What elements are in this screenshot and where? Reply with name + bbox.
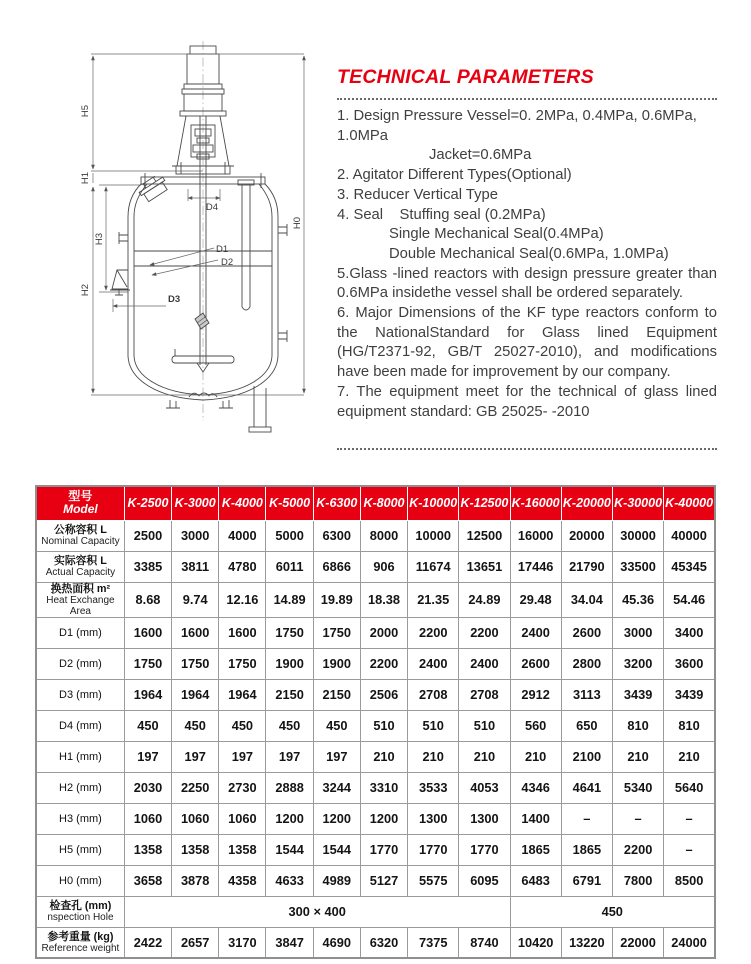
table-row xyxy=(36,710,715,741)
dim-label-d4: D4 xyxy=(205,202,219,213)
table-cell: 3533 xyxy=(408,772,459,803)
table-cell: 2150 xyxy=(266,679,313,710)
table-cell: 2600 xyxy=(510,648,561,679)
table-cell: 6011 xyxy=(266,551,313,582)
table-cell: 20000 xyxy=(561,520,612,551)
table-body xyxy=(36,520,715,958)
table-cell: 1300 xyxy=(408,803,459,834)
table-cell: 1358 xyxy=(219,834,266,865)
table-cell: 3658 xyxy=(124,865,171,896)
reactor-drawing-svg xyxy=(28,4,336,462)
table-cell-span: 450 xyxy=(510,896,715,927)
table-cell: 3600 xyxy=(664,648,715,679)
table-cell: 3000 xyxy=(172,520,219,551)
table-cell: 210 xyxy=(510,741,561,772)
table-row xyxy=(36,834,715,865)
table-cell: 12.16 xyxy=(219,582,266,617)
col-header-k-4000: K-4000 xyxy=(219,486,266,520)
dim-label-d2: D2 xyxy=(221,257,234,268)
table-cell: 9.74 xyxy=(172,582,219,617)
table-cell: 2708 xyxy=(408,679,459,710)
model-header-zh: 型号 xyxy=(68,489,93,504)
table-cell: – xyxy=(664,834,715,865)
row-label xyxy=(36,772,124,803)
table-cell: 4690 xyxy=(313,927,360,958)
table-cell: 2400 xyxy=(510,617,561,648)
table-cell: 3439 xyxy=(612,679,663,710)
table-cell: 4053 xyxy=(459,772,510,803)
table-cell: 22000 xyxy=(612,927,663,958)
table-cell: 4989 xyxy=(313,865,360,896)
table-cell: 45345 xyxy=(664,551,715,582)
table-row xyxy=(36,865,715,896)
table-cell: 8000 xyxy=(360,520,407,551)
table-row xyxy=(36,648,715,679)
table-cell: 810 xyxy=(664,710,715,741)
table-row xyxy=(36,803,715,834)
table-cell: 560 xyxy=(510,710,561,741)
table-cell: 4000 xyxy=(219,520,266,551)
dotted-divider-bottom xyxy=(337,448,717,450)
table-cell: 3811 xyxy=(172,551,219,582)
table-cell: 810 xyxy=(612,710,663,741)
table-cell: 2200 xyxy=(360,648,407,679)
parameter-line-8: 5.Glass -lined reactors with design pressure greater than 0.6MPa insidethe vessel shall be ordered separately. xyxy=(337,265,717,302)
table-cell: 2500 xyxy=(124,520,171,551)
row-label-zh: 参考重量 (kg) xyxy=(47,931,114,944)
table-row xyxy=(36,551,715,582)
table-row xyxy=(36,679,715,710)
table-cell: 2400 xyxy=(459,648,510,679)
table-cell: 1544 xyxy=(313,834,360,865)
col-header-k-12500: K-12500 xyxy=(459,486,510,520)
table-cell: 2000 xyxy=(360,617,407,648)
table-cell: 3170 xyxy=(219,927,266,958)
table-cell: 1060 xyxy=(124,803,171,834)
table-cell: 197 xyxy=(172,741,219,772)
dim-label-h3: H3 xyxy=(94,232,105,246)
dim-label-d3: D3 xyxy=(168,294,181,305)
table-cell: – xyxy=(664,803,715,834)
table-cell: 510 xyxy=(360,710,407,741)
table-cell: 3385 xyxy=(124,551,171,582)
table-cell: 5127 xyxy=(360,865,407,896)
col-header-k-30000: K-30000 xyxy=(612,486,663,520)
dim-label-h5: H5 xyxy=(80,104,91,118)
table-cell: 1400 xyxy=(510,803,561,834)
col-header-k-8000: K-8000 xyxy=(360,486,407,520)
table-cell: 5575 xyxy=(408,865,459,896)
table-cell: 5640 xyxy=(664,772,715,803)
table-cell: 14.89 xyxy=(266,582,313,617)
table-cell: 2200 xyxy=(612,834,663,865)
parameter-line-5: 4. Seal Stuffing seal (0.2MPa) xyxy=(337,206,546,223)
table-cell: 30000 xyxy=(612,520,663,551)
row-label-zh: 换热面积 m² xyxy=(50,582,111,595)
table-cell: 1865 xyxy=(510,834,561,865)
table-cell: 3878 xyxy=(172,865,219,896)
table-cell: 3000 xyxy=(612,617,663,648)
table-cell: 510 xyxy=(459,710,510,741)
specification-table xyxy=(35,485,716,959)
row-label xyxy=(36,710,124,741)
table-cell: 1750 xyxy=(266,617,313,648)
header-row xyxy=(36,486,715,520)
col-header-k-16000: K-16000 xyxy=(510,486,561,520)
table-cell: 2600 xyxy=(561,617,612,648)
table-cell: 7800 xyxy=(612,865,663,896)
table-cell: 2150 xyxy=(313,679,360,710)
table-cell: 6320 xyxy=(360,927,407,958)
row-label-text: H3 (mm) xyxy=(59,812,102,825)
table-cell: 1770 xyxy=(360,834,407,865)
table-cell: 2708 xyxy=(459,679,510,710)
row-label xyxy=(36,679,124,710)
table-cell: 210 xyxy=(459,741,510,772)
table-header xyxy=(36,486,715,520)
dim-label-h1: H1 xyxy=(80,171,91,185)
table-cell: 2100 xyxy=(561,741,612,772)
table-cell: 2250 xyxy=(172,772,219,803)
col-header-k-3000: K-3000 xyxy=(172,486,219,520)
table-cell: 45.36 xyxy=(612,582,663,617)
table-row xyxy=(36,896,715,927)
parameter-line-4: 3. Reducer Vertical Type xyxy=(337,186,498,203)
table-cell: 210 xyxy=(664,741,715,772)
row-label-en: Nominal Capacity xyxy=(41,535,120,547)
row-label-en: Heat Exchange Area xyxy=(46,594,115,617)
table-cell: 1300 xyxy=(459,803,510,834)
table-cell: 4641 xyxy=(561,772,612,803)
table-cell: 1865 xyxy=(561,834,612,865)
parameter-line-3: 2. Agitator Different Types(Optional) xyxy=(337,167,572,184)
table-cell: 17446 xyxy=(510,551,561,582)
row-label-text: H1 (mm) xyxy=(59,750,102,763)
table-cell: 6483 xyxy=(510,865,561,896)
table-cell: 8500 xyxy=(664,865,715,896)
parameter-line-10: 7. The equipment meet for the technical of glass lined equipment standard: GB 25025- -2010 xyxy=(337,383,717,420)
table-cell: 11674 xyxy=(408,551,459,582)
col-header-k-2500: K-2500 xyxy=(124,486,171,520)
dotted-divider-top xyxy=(337,98,717,100)
col-header-k-6300: K-6300 xyxy=(313,486,360,520)
table-cell: 197 xyxy=(219,741,266,772)
table-cell: 1770 xyxy=(459,834,510,865)
table-cell: 1060 xyxy=(219,803,266,834)
table-row xyxy=(36,617,715,648)
table-cell: 450 xyxy=(219,710,266,741)
row-label xyxy=(36,520,124,551)
parameter-line-1: 1. Design Pressure Vessel=0. 2MPa, 0.4MPa, 0.6MPa, 1.0MPa xyxy=(337,108,701,144)
model-column-header xyxy=(36,486,124,520)
table-cell: 1900 xyxy=(266,648,313,679)
reactor-drawing xyxy=(28,4,336,462)
table-cell: 197 xyxy=(124,741,171,772)
table-cell: 906 xyxy=(360,551,407,582)
table-cell: 6300 xyxy=(313,520,360,551)
table-cell: 1750 xyxy=(172,648,219,679)
table-cell: 4346 xyxy=(510,772,561,803)
table-cell: 13651 xyxy=(459,551,510,582)
col-header-k-40000: K-40000 xyxy=(664,486,715,520)
table-cell: 1750 xyxy=(124,648,171,679)
table-cell: 1200 xyxy=(360,803,407,834)
table-cell: 6866 xyxy=(313,551,360,582)
table-cell: 3439 xyxy=(664,679,715,710)
row-label-zh: 实际容积 L xyxy=(54,554,107,567)
table-cell: 1750 xyxy=(219,648,266,679)
parameter-line-9: 6. Major Dimensions of the KF type reactors conform to the NationalStandard for Glass lined Equipment (HG/T2371-92, GB/T 25027-2010), and modifications have been made for improvement by our company. xyxy=(337,305,717,381)
table-row xyxy=(36,927,715,958)
row-label-en: Reference weight xyxy=(41,943,120,955)
table-cell: 3310 xyxy=(360,772,407,803)
table-cell: 8.68 xyxy=(124,582,171,617)
table-cell-span: 300 × 400 xyxy=(124,896,510,927)
row-label-text: H2 (mm) xyxy=(59,781,102,794)
vessel-outline xyxy=(110,46,287,432)
table-cell: 2730 xyxy=(219,772,266,803)
table-cell: 19.89 xyxy=(313,582,360,617)
row-label-text: D2 (mm) xyxy=(59,657,102,670)
table-cell: 3244 xyxy=(313,772,360,803)
dim-label-h2: H2 xyxy=(80,283,91,297)
table-cell: 21.35 xyxy=(408,582,459,617)
table-cell: 4358 xyxy=(219,865,266,896)
table-cell: 450 xyxy=(266,710,313,741)
table-cell: 1750 xyxy=(313,617,360,648)
col-header-k-5000: K-5000 xyxy=(266,486,313,520)
table-cell: 3113 xyxy=(561,679,612,710)
table-cell: 2030 xyxy=(124,772,171,803)
technical-parameters-section xyxy=(337,66,717,450)
table-cell: 210 xyxy=(360,741,407,772)
table-cell: 2200 xyxy=(408,617,459,648)
table-cell: 2506 xyxy=(360,679,407,710)
parameter-line-6: Single Mechanical Seal(0.4MPa) xyxy=(389,226,604,243)
table-cell: 1600 xyxy=(219,617,266,648)
table-cell: 3400 xyxy=(664,617,715,648)
dimension-labels xyxy=(80,105,303,305)
table-cell: 12500 xyxy=(459,520,510,551)
table-cell: 510 xyxy=(408,710,459,741)
table-cell: 1200 xyxy=(266,803,313,834)
row-label xyxy=(36,648,124,679)
table-cell: 197 xyxy=(266,741,313,772)
parameter-line-7: Double Mechanical Seal(0.6MPa, 1.0MPa) xyxy=(389,245,669,262)
table-cell: 8740 xyxy=(459,927,510,958)
table-cell: 33500 xyxy=(612,551,663,582)
dim-label-h0: H0 xyxy=(292,216,303,230)
table-cell: 5340 xyxy=(612,772,663,803)
table-cell: 6791 xyxy=(561,865,612,896)
table-cell: 21790 xyxy=(561,551,612,582)
table-cell: 450 xyxy=(313,710,360,741)
table-cell: 40000 xyxy=(664,520,715,551)
table-row xyxy=(36,520,715,551)
table-cell: 2800 xyxy=(561,648,612,679)
dim-label-d1: D1 xyxy=(216,244,229,255)
section-title: TECHNICAL PARAMETERS xyxy=(337,66,594,88)
table-row xyxy=(36,772,715,803)
table-cell: 3200 xyxy=(612,648,663,679)
row-label xyxy=(36,617,124,648)
table-cell: 210 xyxy=(408,741,459,772)
table-cell: 1358 xyxy=(172,834,219,865)
row-label xyxy=(36,551,124,582)
row-label-zh: 检查孔 (mm) xyxy=(49,900,112,913)
parameter-list xyxy=(337,107,717,422)
table-cell: 650 xyxy=(561,710,612,741)
table-cell: 1900 xyxy=(313,648,360,679)
table-cell: 29.48 xyxy=(510,582,561,617)
table-cell: 1964 xyxy=(172,679,219,710)
table-cell: 24000 xyxy=(664,927,715,958)
col-header-k-20000: K-20000 xyxy=(561,486,612,520)
table-cell: 3847 xyxy=(266,927,313,958)
table-cell: 13220 xyxy=(561,927,612,958)
row-label-en: Actual Capacity xyxy=(45,566,116,578)
table-cell: 6095 xyxy=(459,865,510,896)
row-label-en: nspection Hole xyxy=(47,912,114,924)
table-cell: 450 xyxy=(172,710,219,741)
row-label-text: H5 (mm) xyxy=(59,843,102,856)
row-label-zh: 公称容积 L xyxy=(54,523,107,536)
table-cell: 16000 xyxy=(510,520,561,551)
table-row xyxy=(36,741,715,772)
row-label-text: D1 (mm) xyxy=(59,626,102,639)
table-cell: 24.89 xyxy=(459,582,510,617)
col-header-k-10000: K-10000 xyxy=(408,486,459,520)
table-row xyxy=(36,582,715,617)
row-label xyxy=(36,927,124,958)
table-cell: 10420 xyxy=(510,927,561,958)
parameter-line-2: Jacket=0.6MPa xyxy=(429,147,532,164)
table-cell: 2422 xyxy=(124,927,171,958)
table-cell: 1544 xyxy=(266,834,313,865)
table-cell: 2400 xyxy=(408,648,459,679)
row-label xyxy=(36,834,124,865)
table-cell: 10000 xyxy=(408,520,459,551)
table-cell: 4633 xyxy=(266,865,313,896)
table-cell: 2888 xyxy=(266,772,313,803)
table-cell: 1060 xyxy=(172,803,219,834)
table-cell: – xyxy=(612,803,663,834)
row-label xyxy=(36,865,124,896)
table-cell: 1600 xyxy=(172,617,219,648)
model-header-en: Model xyxy=(63,502,98,517)
row-label xyxy=(36,582,124,617)
table-cell: 1200 xyxy=(313,803,360,834)
table-cell: 1600 xyxy=(124,617,171,648)
table-cell: 1964 xyxy=(124,679,171,710)
table-cell: 5000 xyxy=(266,520,313,551)
table-cell: 1770 xyxy=(408,834,459,865)
table-cell: 1358 xyxy=(124,834,171,865)
table-cell: 54.46 xyxy=(664,582,715,617)
table-cell: 2200 xyxy=(459,617,510,648)
table-cell: 1964 xyxy=(219,679,266,710)
table-cell: 2912 xyxy=(510,679,561,710)
table-cell: 197 xyxy=(313,741,360,772)
table-cell: 210 xyxy=(612,741,663,772)
row-label xyxy=(36,803,124,834)
row-label xyxy=(36,896,124,927)
row-label xyxy=(36,741,124,772)
row-label-text: D4 (mm) xyxy=(59,719,102,732)
row-label-text: D3 (mm) xyxy=(59,688,102,701)
table-cell: 18.38 xyxy=(360,582,407,617)
table-cell: – xyxy=(561,803,612,834)
row-label-text: H0 (mm) xyxy=(59,874,102,887)
table-cell: 2657 xyxy=(172,927,219,958)
table-cell: 7375 xyxy=(408,927,459,958)
table-cell: 34.04 xyxy=(561,582,612,617)
table-cell: 450 xyxy=(124,710,171,741)
table-cell: 4780 xyxy=(219,551,266,582)
